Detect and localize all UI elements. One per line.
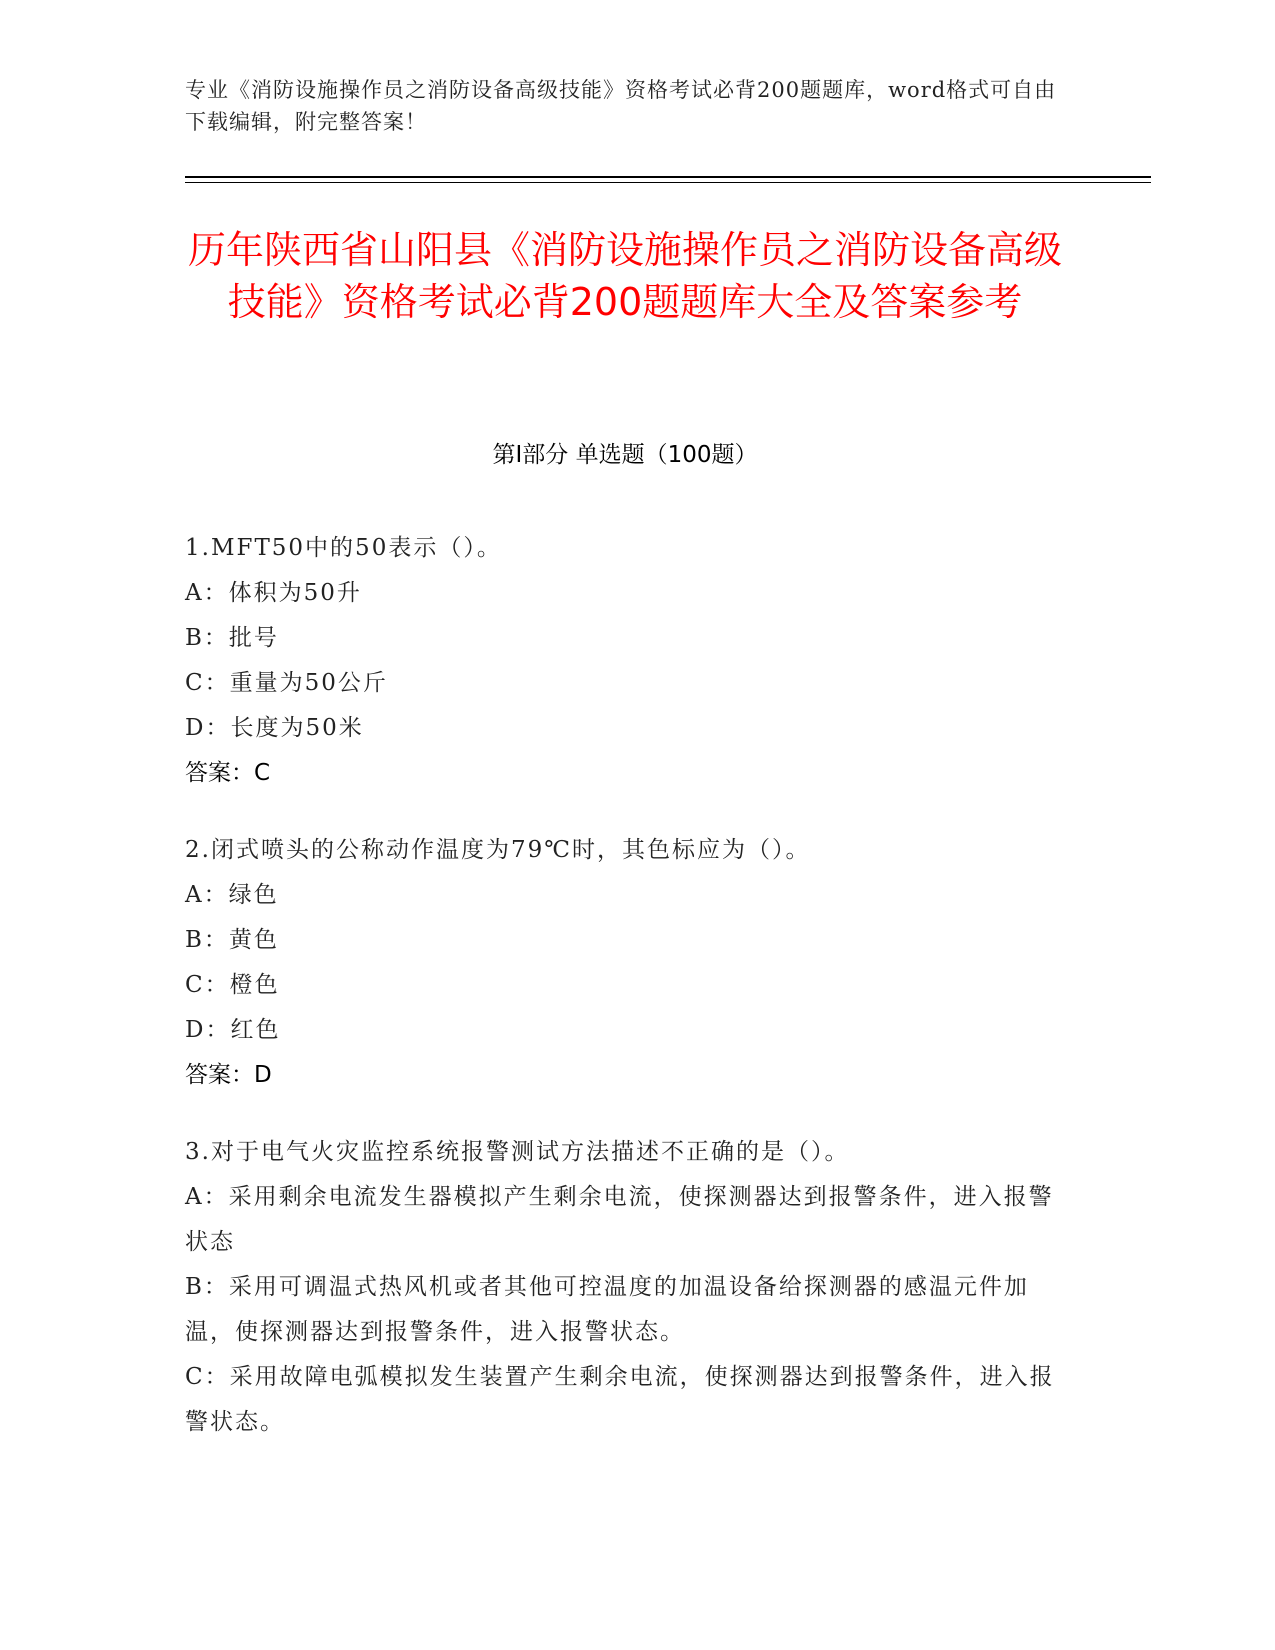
question-list [185,526,1075,1477]
question-item [185,1130,1075,1445]
option-a: A：采用剩余电流发生器模拟产生剩余电流，使探测器达到报警条件，进入报警状态 [185,1184,1054,1255]
question-item [185,526,1075,796]
option-c: C：重量为50公斤 [185,670,388,696]
option-a: A：体积为50升 [185,580,362,606]
question-item [185,828,1075,1098]
question-stem: 2.闭式喷头的公称动作温度为79℃时，其色标应为（）。 [185,837,811,863]
option-b: B：黄色 [185,927,279,953]
option-a: A：绿色 [185,882,279,908]
question-stem: 3.对于电气火灾监控系统报警测试方法描述不正确的是（）。 [185,1139,850,1165]
section-title: 第Ⅰ部分 单选题（100题） [492,442,758,468]
header-note: 专业《消防设施操作员之消防设备高级技能》资格考试必背200题题库，word格式可自由下载编辑，附完整答案！ [185,78,1057,134]
header-rule-thick [185,176,1151,178]
header-rule-thin [185,182,1151,183]
document-title: 历年陕西省山阳县《消防设施操作员之消防设备高级技能》资格考试必背200题题库大全及答案参考 [187,228,1062,324]
option-d: D：长度为50米 [185,715,364,741]
option-c: C：采用故障电弧模拟发生装置产生剩余电流，使探测器达到报警条件，进入报警状态。 [185,1364,1055,1435]
option-b: B：批号 [185,625,279,651]
question-stem: 1.MFT50中的50表示（）。 [185,535,502,561]
answer-line: 答案：D [185,1062,272,1088]
option-d: D：红色 [185,1017,281,1043]
answer-line: 答案：C [185,760,271,786]
option-b: B：采用可调温式热风机或者其他可控温度的加温设备给探测器的感温元件加温，使探测器达到报警条件，进入报警状态。 [185,1274,1029,1345]
option-c: C：橙色 [185,972,280,998]
